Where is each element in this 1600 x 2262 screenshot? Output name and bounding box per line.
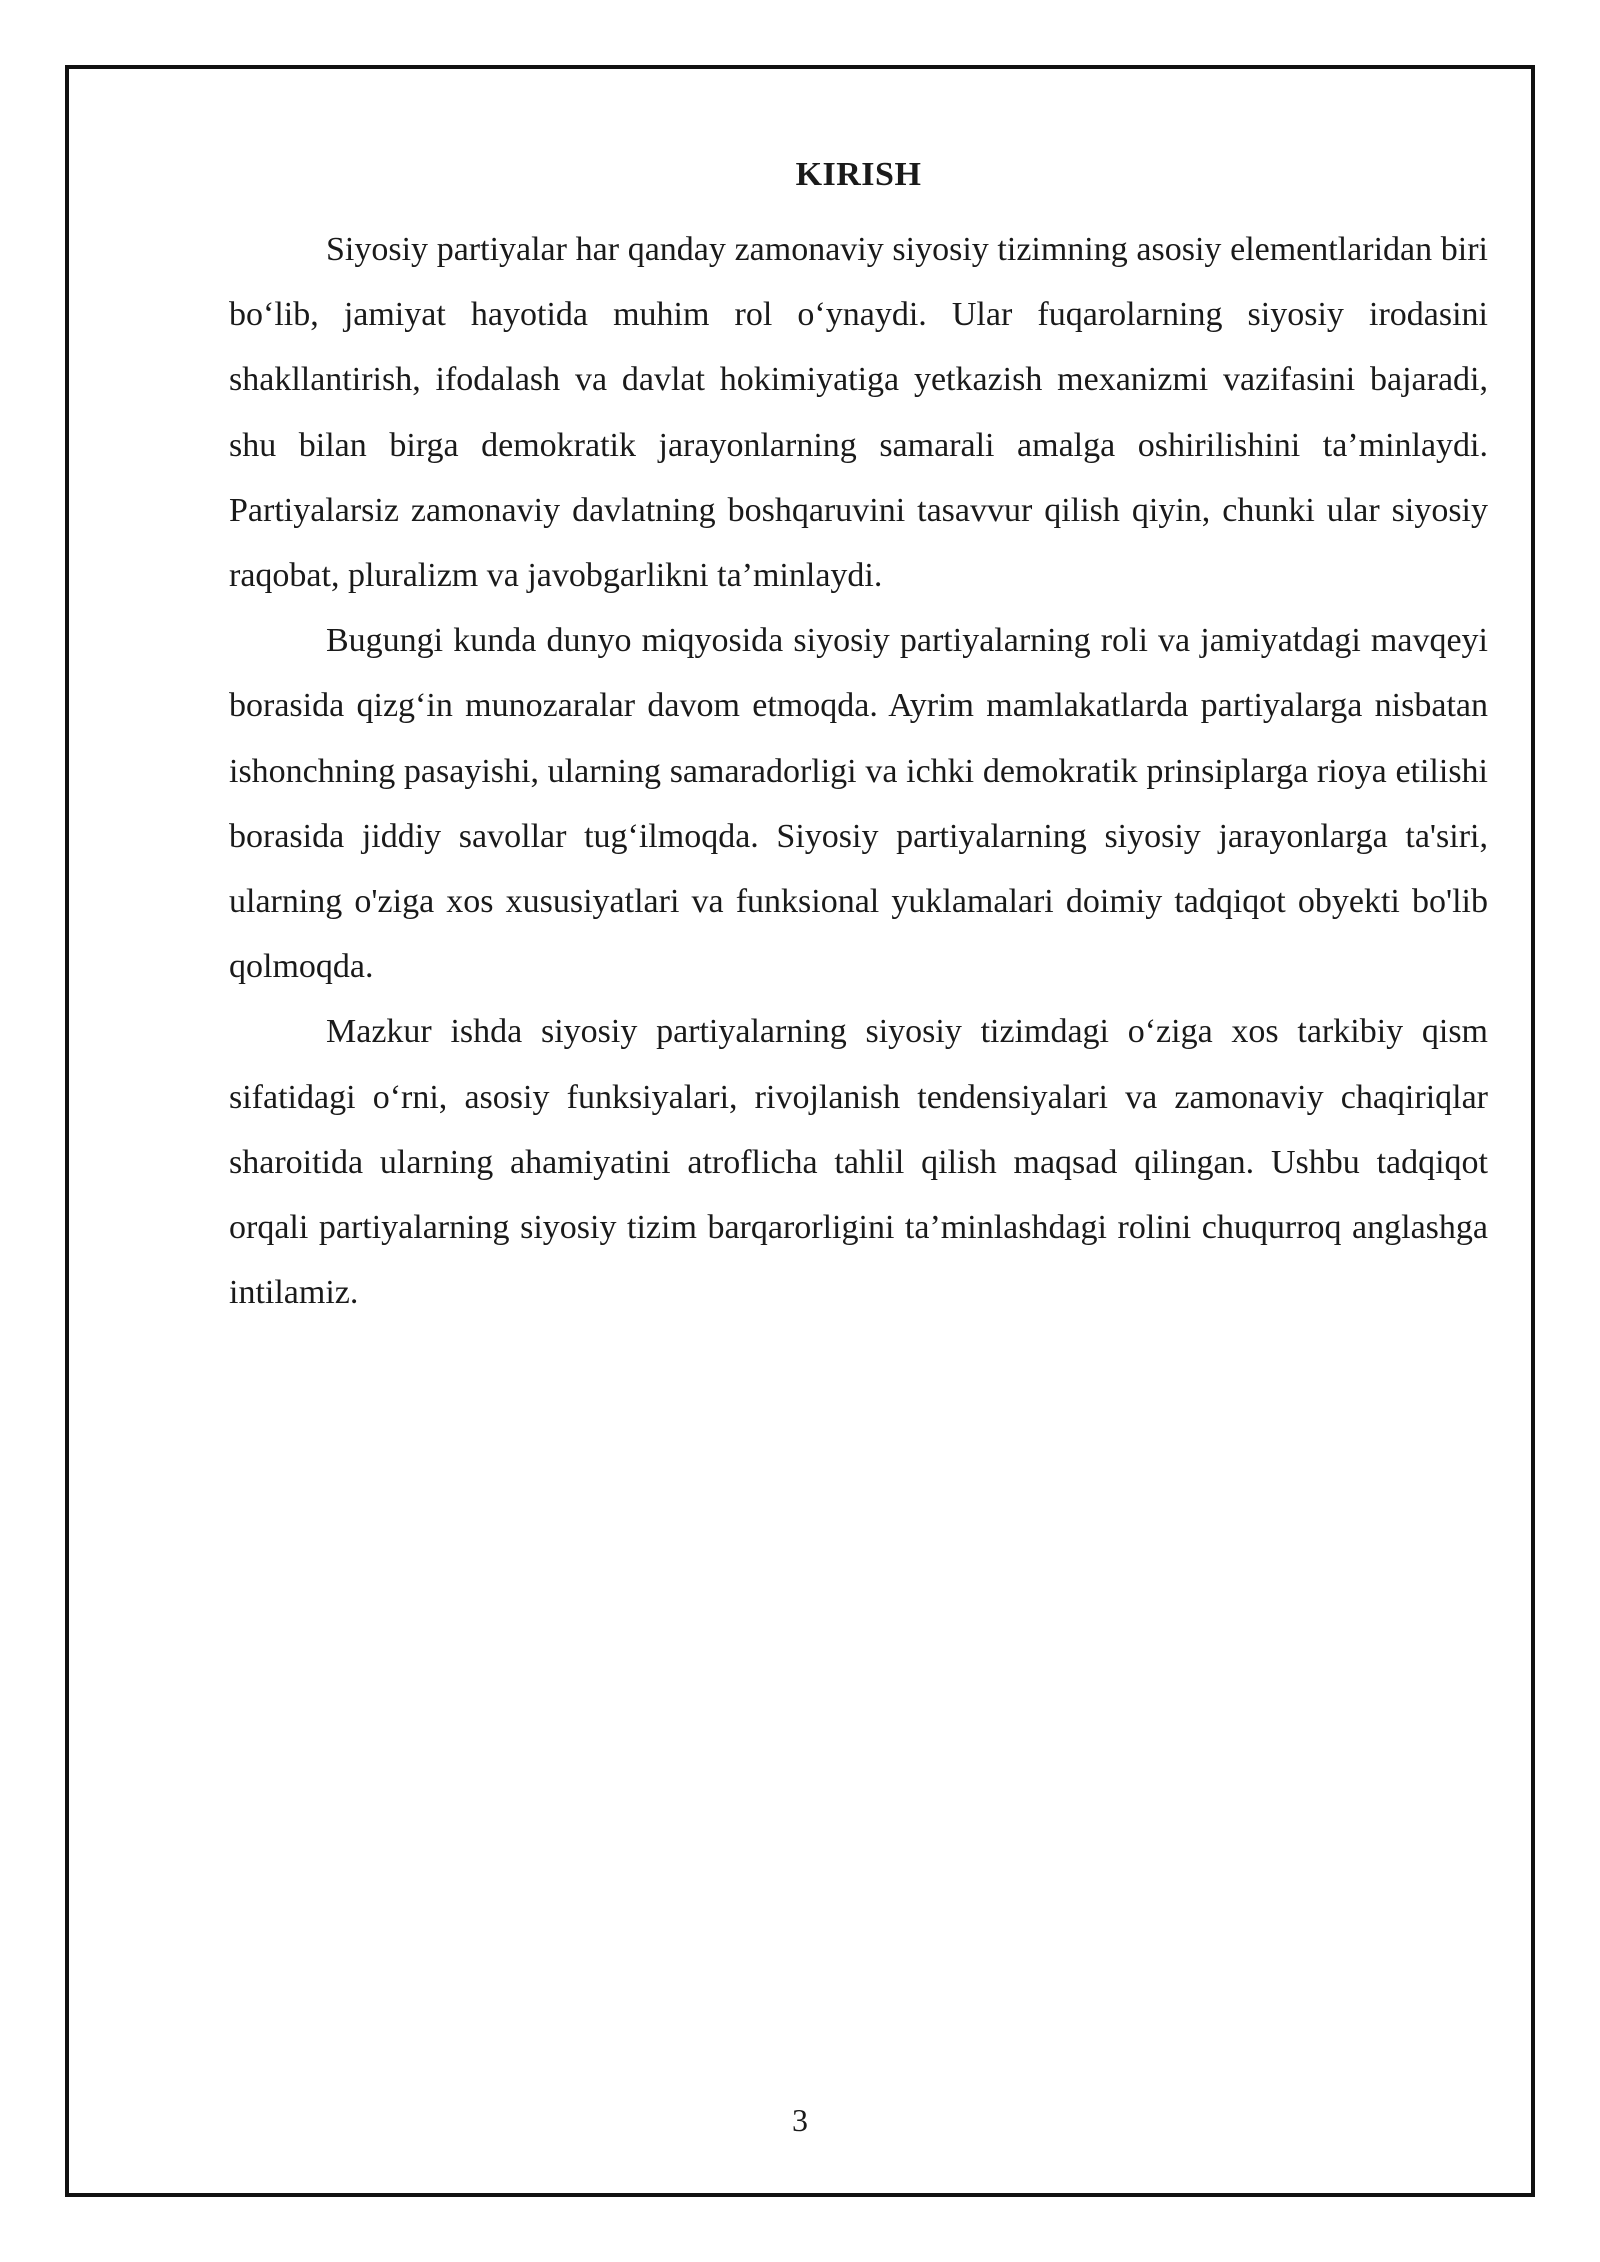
page-number: 3	[792, 2102, 808, 2138]
paragraph-1: Siyosiy partiyalar har qanday zamonaviy siyosiy tizimning asosiy elementlaridan biri bo‘lib, jamiyat hayotida muhim rol o‘ynaydi. Ular fuqarolarning siyosiy irodasini shakllantirish, ifodalash va davlat hokimiyatiga yetkazish mexanizmi vazifasini bajaradi, shu bilan birga demokratik jarayonlarning samarali amalga oshirilishini ta’minlaydi. Partiyalarsiz zamonaviy davlatning boshqaruvini tasavvur qilish qiyin, chunki ular siyosiy raqobat, pluralizm va javobgarlikni ta’minlaydi.	[229, 231, 1488, 595]
paragraph-2: Bugungi kunda dunyo miqyosida siyosiy partiyalarning roli va jamiyatdagi mavqeyi borasida qizg‘in munozaralar davom etmoqda. Ayrim mamlakatlarda partiyalarga nisbatan ishonchning pasayishi, ularning samaradorligi va ichki demokratik prinsiplarga rioya etilishi borasida jiddiy savollar tug‘ilmoqda. Siyosiy partiyalarning siyosiy jarayonlarga ta'siri, ularning o'ziga xos xususiyatlari va funksional yuklamalari doimiy tadqiqot obyekti bo'lib qolmoqda.	[229, 622, 1488, 986]
document-body	[229, 150, 1488, 1325]
section-title: KIRISH	[795, 156, 922, 193]
paragraph-3: Mazkur ishda siyosiy partiyalarning siyosiy tizimdagi o‘ziga xos tarkibiy qism sifatidagi o‘rni, asosiy funksiyalari, rivojlanish tendensiyalari va zamonaviy chaqiriqlar sharoitida ularning ahamiyatini atroflicha tahlil qilish maqsad qilingan. Ushbu tadqiqot orqali partiyalarning siyosiy tizim barqarorligini ta’minlashdagi rolini chuqurroq anglashga intilamiz.	[229, 1013, 1488, 1312]
